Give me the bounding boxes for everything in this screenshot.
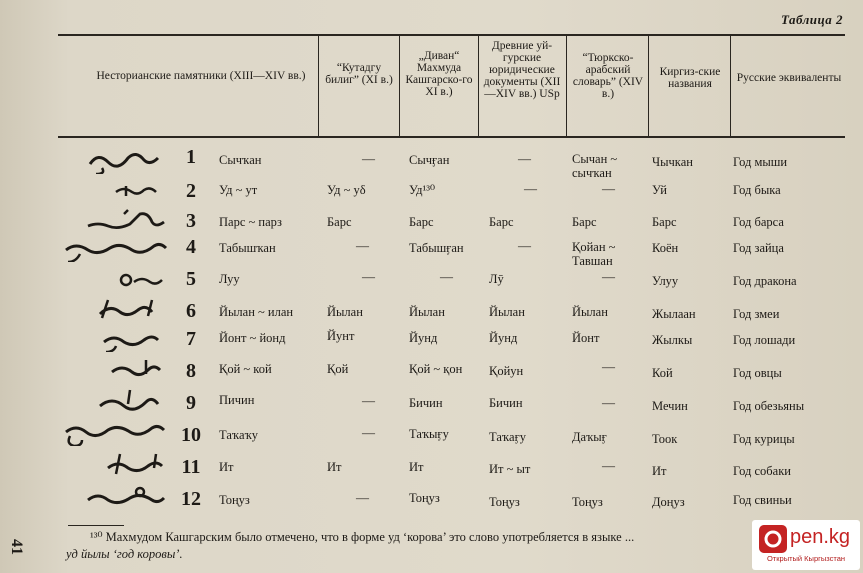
syriac-script-image (60, 148, 170, 174)
cell-turkic-arabic: Барс (572, 215, 597, 229)
cell-kyrgyz: Чычкан (652, 155, 693, 169)
cell-uyghur: Тоңуз (489, 495, 520, 509)
column-divider (648, 36, 649, 136)
cell-divan: Бичин (409, 396, 443, 410)
cell-kyrgyz: Мечин (652, 399, 688, 413)
row-number: 11 (181, 456, 201, 478)
syriac-script-image (60, 420, 170, 446)
cell-kutadgu: — (362, 151, 375, 166)
syriac-script-image (60, 326, 170, 352)
cell-divan: Табышӻан (409, 241, 464, 255)
logo-subtitle: Открытый Кыргызстан (766, 554, 846, 563)
cell-turkic-arabic: — (602, 181, 615, 196)
cell-kutadgu: — (356, 238, 369, 253)
row-number: 2 (186, 180, 196, 202)
cell-divan: Барс (409, 215, 434, 229)
cell-kyrgyz: Кой (652, 366, 673, 380)
row-number: 7 (186, 328, 196, 350)
cell-turkic-arabic: — (602, 458, 615, 473)
cell-nestorian: Парс ~ парз (219, 215, 282, 229)
footnote-rule (68, 525, 124, 526)
cell-russian: Год дракона (733, 274, 797, 288)
cell-turkic-arabic: Сычан ~ сычҡан (572, 152, 618, 180)
cell-uyghur: Қойун (489, 364, 524, 378)
table-top-rule (58, 34, 845, 36)
row-number: 1 (186, 146, 196, 168)
cell-divan: Ит (409, 460, 424, 474)
cell-nestorian: Сычҡан (219, 153, 262, 167)
cell-russian: Год барса (733, 215, 784, 229)
cell-russian: Год лошади (733, 333, 796, 347)
cell-nestorian: Табышҡан (219, 241, 276, 255)
cell-uyghur: — (524, 181, 537, 196)
header-russian: Русские эквиваленты (736, 72, 842, 84)
cell-nestorian: Луу (219, 272, 240, 286)
column-divider (478, 36, 479, 136)
cell-kutadgu: Уд ~ уδ (327, 183, 366, 197)
cell-kyrgyz: Жылкы (652, 333, 693, 347)
cell-uyghur: Лӯ (489, 272, 504, 286)
table-caption: Таблица 2 (780, 12, 843, 27)
cell-nestorian: Пичин (219, 393, 255, 407)
cell-kyrgyz: Уй (652, 183, 667, 197)
cell-kutadgu: Барс (327, 215, 352, 229)
cell-nestorian: Ит (219, 460, 234, 474)
cell-divan: Қой ~ қон (409, 362, 463, 376)
cell-turkic-arabic: Тоңуз (572, 495, 603, 509)
cell-kyrgyz: Коён (652, 241, 679, 255)
header-turkic-arabic: “Тюркско-арабский словарь” (XIV в.) (572, 52, 644, 100)
cell-russian: Год курицы (733, 432, 795, 446)
cell-kutadgu: Қой (327, 362, 349, 376)
row-number: 3 (186, 210, 196, 232)
cell-kyrgyz: Доңуз (652, 495, 685, 509)
row-number: 4 (186, 236, 196, 258)
footnote-line-2: уд йылы ‘год коровы’. (66, 547, 183, 561)
cell-kutadgu: — (362, 269, 375, 284)
row-number: 8 (186, 360, 196, 382)
cell-turkic-arabic: — (602, 269, 615, 284)
cell-turkic-arabic: Қойан ~ Тавшан (572, 240, 616, 268)
header-divan: „Диван“ Махмуда Кашгарско-го XI в.) (405, 50, 473, 98)
cell-divan: Уд¹³⁰ (409, 183, 435, 197)
syriac-script-image (60, 484, 170, 510)
header-uyghur-docs: Древние уй-гурские юридические документы (XII—XIV вв.) USp (483, 40, 561, 100)
footnote-line-1: ¹³⁰ Махмудом Кашгарским было отмечено, что в форме уд ‘корова’ это слово употребляется в языке ... (90, 530, 635, 544)
cell-kutadgu: Ит (327, 460, 342, 474)
row-number: 5 (186, 268, 196, 290)
cell-kyrgyz: Барс (652, 215, 677, 229)
syriac-script-image (60, 356, 170, 382)
cell-uyghur: Йылан (489, 305, 525, 319)
cell-turkic-arabic: — (602, 359, 615, 374)
page-number: 41 (8, 539, 25, 555)
syriac-script-image (60, 266, 170, 292)
column-divider (399, 36, 400, 136)
cell-uyghur: — (518, 238, 531, 253)
cell-kutadgu: — (362, 425, 375, 440)
cell-russian: Год овцы (733, 366, 782, 380)
cell-kyrgyz: Ит (652, 464, 667, 478)
cell-divan: Йылан (409, 305, 445, 319)
syriac-script-image (60, 452, 170, 478)
syriac-script-image (60, 236, 170, 262)
syriac-script-image (60, 178, 170, 204)
cell-kutadgu: — (362, 393, 375, 408)
cell-nestorian: Тоңуз (219, 493, 250, 507)
cell-russian: Год свиньи (733, 493, 792, 507)
cell-kyrgyz: Улуу (652, 274, 679, 288)
cell-uyghur: Бичин (489, 396, 523, 410)
row-number: 12 (181, 488, 201, 510)
cell-divan: Таҡыӻу (409, 427, 449, 441)
column-divider (318, 36, 319, 136)
cell-uyghur: Йунд (489, 331, 518, 345)
column-divider (730, 36, 731, 136)
cell-divan: Йунд (409, 331, 438, 345)
cell-turkic-arabic: Даҡыӻ (572, 430, 607, 444)
cell-uyghur: — (518, 151, 531, 166)
cell-kutadgu: Йунт (327, 329, 355, 343)
logo-icon (758, 524, 788, 554)
cell-russian: Год зайца (733, 241, 784, 255)
cell-turkic-arabic: Йонт (572, 331, 600, 345)
cell-turkic-arabic: — (602, 395, 615, 410)
row-number: 10 (181, 424, 201, 446)
syriac-script-image (60, 388, 170, 414)
cell-russian: Год собаки (733, 464, 791, 478)
row-number: 6 (186, 300, 196, 322)
row-number: 9 (186, 392, 196, 414)
cell-russian: Год обезьяны (733, 399, 805, 413)
cell-kutadgu: Йылан (327, 305, 363, 319)
cell-nestorian: Уд ~ ут (219, 183, 258, 197)
header-kutadgu: “Кутадгу билиг” (XI в.) (325, 62, 393, 86)
cell-kutadgu: — (356, 490, 369, 505)
cell-kyrgyz: Жылаан (652, 307, 696, 321)
cell-nestorian: Таҡаҡу (219, 428, 259, 442)
cell-uyghur: Ит ~ ыт (489, 462, 531, 476)
header-nestorian: Несторианские памятники (XIII—XIV вв.) (96, 70, 306, 82)
cell-divan: — (440, 269, 453, 284)
cell-divan: Сычӻан (409, 153, 450, 167)
cell-russian: Год быка (733, 183, 781, 197)
syriac-script-image (60, 296, 170, 322)
cell-uyghur: Барс (489, 215, 514, 229)
cell-divan: Тоңуз (409, 491, 440, 505)
syriac-script-image (60, 208, 170, 234)
cell-kyrgyz: Тоок (652, 432, 678, 446)
table-header-bottom-rule (58, 136, 845, 138)
header-kyrgyz: Киргиз-ские названия (659, 66, 721, 90)
cell-nestorian: Йонт ~ йонд (219, 331, 286, 345)
cell-russian: Год мыши (733, 155, 788, 169)
column-divider (566, 36, 567, 136)
cell-turkic-arabic: Йылан (572, 305, 608, 319)
cell-nestorian: Йылан ~ илан (219, 305, 294, 319)
cell-uyghur: Таҡаӻу (489, 430, 526, 444)
cell-nestorian: Қой ~ кой (219, 362, 272, 376)
cell-russian: Год змеи (733, 307, 780, 321)
logo-text: pen.kg (790, 526, 851, 548)
site-watermark-logo (752, 520, 860, 570)
